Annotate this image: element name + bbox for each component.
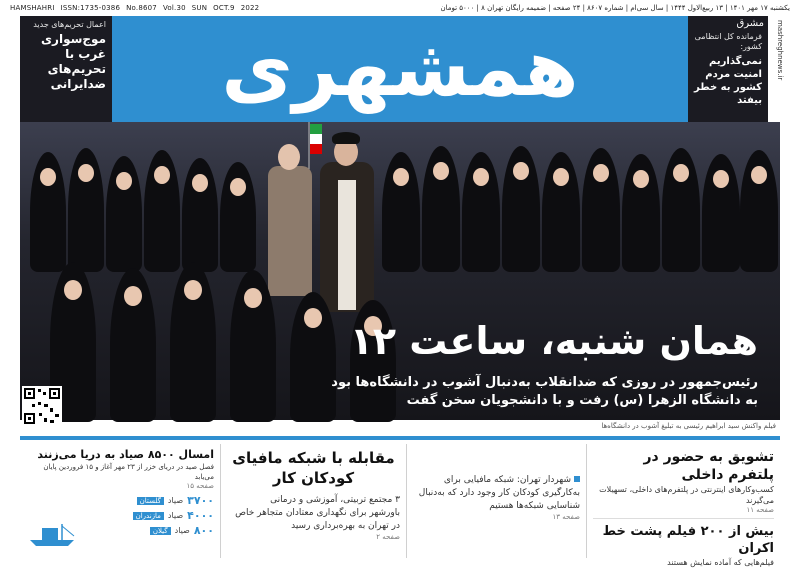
side-story-sanctions[interactable] [20, 16, 112, 122]
stat-value: ۳۷۰۰ [187, 494, 214, 507]
story-platform[interactable] [586, 444, 780, 567]
face [278, 144, 300, 170]
face [713, 170, 729, 188]
main-subheadline [198, 374, 758, 410]
face [230, 178, 246, 196]
face [40, 168, 56, 186]
story-summary: فصل صید در دریای خزر از ۲۳ مهر آغاز و ۱۵ فروردین پایان می‌یابد [43, 463, 214, 481]
divider [593, 518, 774, 519]
turban [332, 132, 360, 144]
meta-item: 2022 [240, 4, 260, 12]
main-headline[interactable]: همان شنبه، ساعت ۱۲ [349, 319, 758, 363]
story-fishing[interactable] [20, 444, 220, 558]
meta-item: OCT.9 [213, 4, 235, 12]
page-ref: صفحه ۱۳ [552, 513, 580, 521]
story-title[interactable]: امسال ۸۵۰۰ صیاد به دریا می‌زنند [37, 448, 214, 461]
meta-item: HAMSHAHRI [10, 4, 55, 12]
face [473, 168, 489, 186]
story-summary: فیلم‌هایی که آماده نمایش هستند [667, 558, 774, 567]
face [192, 174, 208, 192]
face [78, 164, 94, 182]
bottom-stories [20, 444, 780, 567]
stat-province: مازندران [133, 512, 164, 520]
face [751, 166, 767, 184]
bullet-icon [574, 476, 580, 482]
story-line: شناسایی شبکه‌ها هستیم [489, 501, 580, 511]
face [184, 280, 202, 300]
watermark-url: mashreghnews.ir [776, 20, 784, 81]
face [673, 164, 689, 182]
story-summary: کسب‌وکارهای اینترنتی در پلتفرم‌های داخلی، تسهیلات می‌گیرند [599, 485, 774, 505]
subheadline-line: رئیس‌جمهور در روزی که ضدانقلاب به‌دنبال آشوب در دانشگاه‌ها بود [331, 375, 758, 390]
page-ref: صفحه ۲ [376, 533, 400, 541]
face [433, 162, 449, 180]
face [154, 166, 170, 184]
face [64, 280, 82, 300]
face [633, 170, 649, 188]
photo-caption: فیلم واکنش سید ابراهیم رئیسی به تبلیغ آشوب در دانشگاه‌ها [601, 422, 776, 430]
face [244, 288, 262, 308]
subheadline-line: به دانشگاه الزهرا (س) رفت و با دانشجویان سخن گفت [406, 393, 758, 408]
stat-unit: صیاد [167, 496, 184, 505]
story-line: ۳ مجتمع تربیتی، آموزشی و درمانی [270, 495, 400, 505]
story-line: باورشهر برای نگهداری معتادان متجاهر خاص [235, 508, 400, 518]
story-child-labor-mayor[interactable] [406, 444, 586, 558]
face [393, 168, 409, 186]
newspaper-logo: همشهری [221, 24, 579, 114]
meta-item: No.8607 [126, 4, 157, 12]
issue-meta-persian: یکشنبه ۱۷ مهر ۱۴۰۱ | ۱۳ ربیع‌الاول ۱۴۴۴ | سال سی‌ام | شماره ۸۶۰۷ | ۲۴ صفحه | ضمیمه‌ رایگان تهران ۸ | ۵۰۰۰ تومان [440, 4, 790, 12]
watermark-brand: مشرق [736, 18, 764, 29]
fisher-stat-row [26, 509, 214, 522]
face [116, 172, 132, 190]
side-story-kicker: اعمال تحریم‌های جدید [33, 20, 106, 29]
side-story-headline: نمی‌گذاریم امنیت مردم کشور به خطر بیفتد [694, 56, 762, 106]
section-divider [20, 436, 780, 440]
side-story-police[interactable] [688, 16, 768, 122]
stat-province: گلستان [137, 497, 164, 505]
story-line: به‌کارگیری کودکان کار وجود دارد که به‌دنبال [418, 488, 580, 498]
meta-item: ISSN:1735-0386 [60, 4, 121, 12]
face [124, 286, 142, 306]
issue-meta-latin [10, 4, 259, 12]
story-line: شهردار تهران: شبکه مافیایی برای [413, 474, 580, 487]
story-title[interactable]: مقابله با شبکه مافیای کودکان کار [232, 449, 395, 487]
figure-suit [268, 166, 312, 296]
face [593, 164, 609, 182]
stat-province: گیلان [150, 527, 171, 535]
meta-item: SUN [191, 4, 208, 12]
fishing-boat-icon [28, 522, 78, 548]
face [513, 162, 529, 180]
side-story-headline: موج‌سواری غرب با تحریم‌های ضدایرانی [41, 32, 106, 91]
stat-value: ۸۰۰ [193, 524, 214, 537]
robe-inner [338, 180, 356, 310]
story-title[interactable]: تشویق به حضور در پلتفرم داخلی [643, 449, 774, 483]
page-ref: صفحه ۱۵ [186, 482, 214, 490]
side-story-kicker: فرمانده کل انتظامی کشور: [694, 32, 762, 51]
stat-unit: صیاد [174, 526, 190, 535]
fisher-stat-row [26, 494, 214, 507]
masthead [112, 16, 688, 122]
issue-meta-line [10, 2, 790, 14]
story-line: در تهران به بهره‌برداری رسید [291, 521, 400, 531]
page-ref: صفحه ۱۱ [746, 506, 774, 514]
story-child-labor[interactable] [220, 444, 406, 558]
story-title[interactable]: بیش از ۲۰۰ فیلم پشت خط اکران [602, 524, 774, 556]
face [553, 168, 569, 186]
meta-item: Vol.30 [162, 4, 186, 12]
lead-photo[interactable] [20, 122, 780, 420]
stat-value: ۴۰۰۰ [187, 509, 214, 522]
stat-unit: صیاد [167, 511, 184, 520]
